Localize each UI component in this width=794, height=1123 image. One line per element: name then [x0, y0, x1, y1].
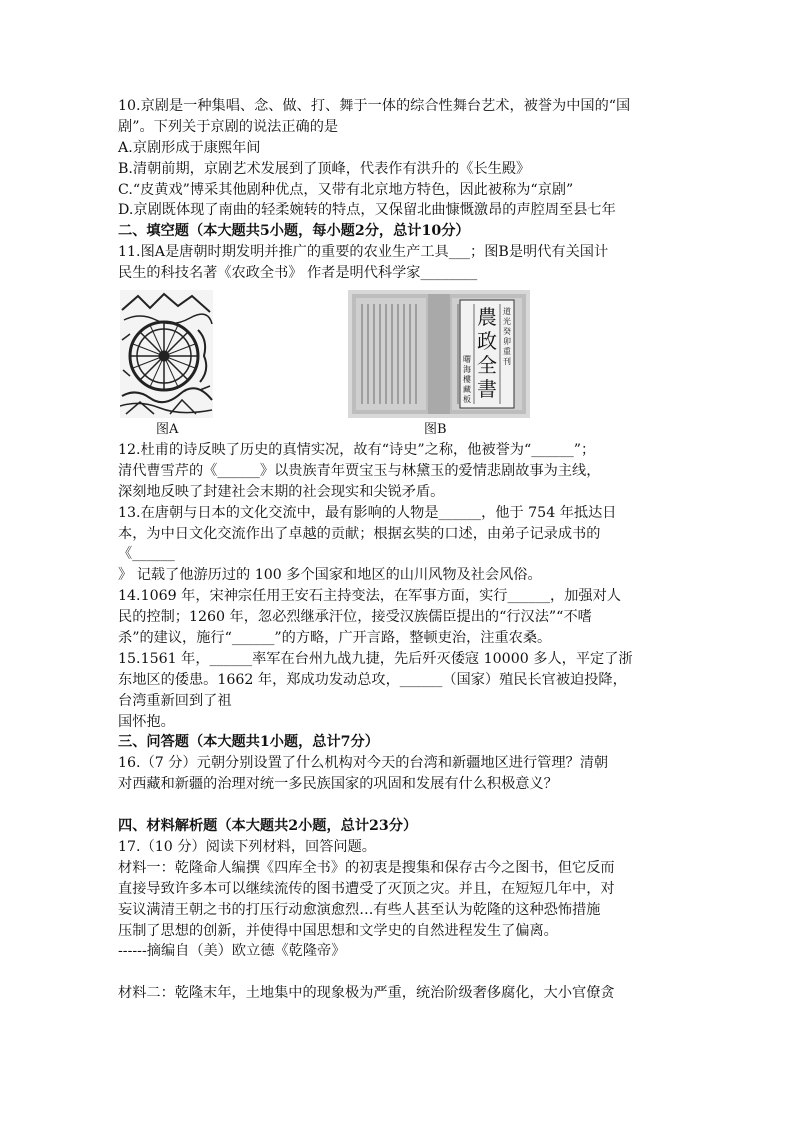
- section4-heading: 四、材料解析题（本大题共2小题，总计23分）: [118, 818, 418, 835]
- svg-text:農: 農: [477, 305, 497, 330]
- svg-text:曙: 曙: [463, 355, 471, 365]
- svg-text:刊: 刊: [503, 357, 511, 367]
- q12-line3: 深刻地反映了封建社会末期的社会现实和尖锐矛盾。: [118, 483, 445, 500]
- q13-line4: 》 记载了他游历过的 100 多个国家和地区的山川风物及社会风俗。: [118, 567, 542, 584]
- q10-line2: 剧”。下列关于京剧的说法正确的是: [118, 118, 339, 135]
- svg-text:藏: 藏: [463, 385, 471, 395]
- q13-line2: 本，为中日文化交流作出了卓越的贡献；根据玄奘的口述，由弟子记录成书的: [118, 525, 601, 542]
- q10-option-b: B.清朝前期，京剧艺术发展到了顶峰，代表作有洪升的《长生殿》: [118, 160, 531, 177]
- q17-line7: 材料二：乾隆末年，土地集中的现象极为严重，统治阶级奢侈腐化，大小官僚贪: [118, 985, 615, 1002]
- q11-line1: 11.图A是唐朝时期发明并推广的重要的农业生产工具___；图B是明代有关国计: [118, 244, 609, 261]
- svg-text:重: 重: [503, 347, 511, 357]
- q17-source: ------摘编自（美）欧立德《乾隆帝》: [118, 943, 346, 960]
- q14-line1: 14.1069 年，宋神宗任用王安石主持变法，在军事方面，实行______，加强对人: [118, 588, 621, 605]
- q15-line4: 国怀抱。: [118, 713, 175, 730]
- svg-text:板: 板: [463, 395, 471, 405]
- q14-line2: 民的控制；1260 年，忽必烈继承汗位，接受汉族儒臣提出的“行汉法”“不嗜: [118, 609, 592, 626]
- spacer: [118, 962, 678, 983]
- q15-line2: 东地区的倭患。1662 年，郑成功发动总攻，______（国家）殖民长官被迫投降，: [118, 671, 627, 688]
- q17-line3: 直接导致许多本可以继续流传的图书遭受了灭顶之灾。并且，在短短几年中，对: [118, 880, 615, 897]
- section2-heading: 二、填空题（本大题共5小题，每小题2分，总计10分）: [118, 223, 470, 240]
- q10-option-c: C.“皮黄戏”博采其他剧种优点，又带有北京地方特色，因此被称为“京剧”: [118, 181, 574, 198]
- svg-text:政: 政: [477, 329, 497, 354]
- svg-text:全: 全: [477, 353, 497, 378]
- q17-line2: 材料一：乾隆命人编撰《四库全书》的初衷是搜集和保存古今之图书，但它反而: [118, 859, 615, 876]
- q10-option-d: D.京剧既体现了南曲的轻柔婉转的特点，又保留北曲慷慨激昂的声腔周至县七年: [118, 202, 616, 219]
- nongzheng-quanshu-book-photo: [348, 290, 530, 418]
- exam-page: [118, 96, 678, 1004]
- svg-text:光: 光: [503, 317, 511, 327]
- q11-line2: 民生的科技名著《农政全书》 作者是明代科学家________: [118, 265, 478, 282]
- figure-b-caption: 图B: [424, 422, 447, 438]
- water-wheel-illustration: [120, 290, 213, 418]
- svg-text:書: 書: [477, 377, 497, 402]
- q12-line1: 12.杜甫的诗反映了历史的真情实况，故有“诗史”之称，他被誉为“______”；: [118, 442, 596, 459]
- q16-line1: 16.（7 分）元朝分别设置了什么机构对今天的台湾和新疆地区进行管理？清朝: [118, 755, 609, 772]
- q17-line4: 妄议满清王朝之书的打压行动愈演愈烈…有些人甚至认为乾隆的这种恐怖措施: [118, 901, 601, 918]
- svg-text:癸: 癸: [503, 327, 511, 337]
- svg-text:卯: 卯: [503, 337, 511, 347]
- q13-line3: 《______: [118, 546, 175, 563]
- q12-line2: 清代曹雪芹的《______》以贵族青年贾宝玉与林黛玉的爱情悲剧故事为主线，: [118, 462, 601, 479]
- q10-line1: 10.京剧是一种集唱、念、做、打、舞于一体的综合性舞台艺术，被誉为中国的“国: [118, 98, 631, 114]
- svg-text:道: 道: [503, 307, 511, 317]
- section3-heading: 三、问答题（本大题共1小题，总计7分）: [118, 734, 379, 751]
- svg-text:海: 海: [463, 365, 471, 375]
- figure-a-caption: 图A: [156, 422, 179, 438]
- q13-line1: 13.在唐朝与日本的文化交流中，最有影响的人物是______，他于 754 年抵达日: [118, 504, 617, 521]
- q15-line1: 15.1561 年，______率军在台州九战九捷，先后歼灭倭寇 10000 多人，平定了浙: [118, 650, 633, 667]
- svg-text:樓: 樓: [463, 375, 471, 385]
- q11-figures: [118, 290, 678, 440]
- q17-line5: 压制了思想的创新，并使得中国思想和文学史的自然进程发生了偏离。: [118, 922, 558, 939]
- spacer: [118, 795, 678, 816]
- q17-line1: 17.（10 分）阅读下列材料，回答问题。: [118, 838, 376, 855]
- q10-option-a: A.京剧形成于康熙年间: [118, 139, 261, 156]
- q14-line3: 杀”的建议，施行“______”的方略，广开言路，整顿吏治，注重农桑。: [118, 630, 552, 647]
- q16-line2: 对西藏和新疆的治理对统一多民族国家的巩固和发展有什么积极意义？: [118, 776, 558, 793]
- q15-line3: 台湾重新回到了祖: [118, 692, 232, 709]
